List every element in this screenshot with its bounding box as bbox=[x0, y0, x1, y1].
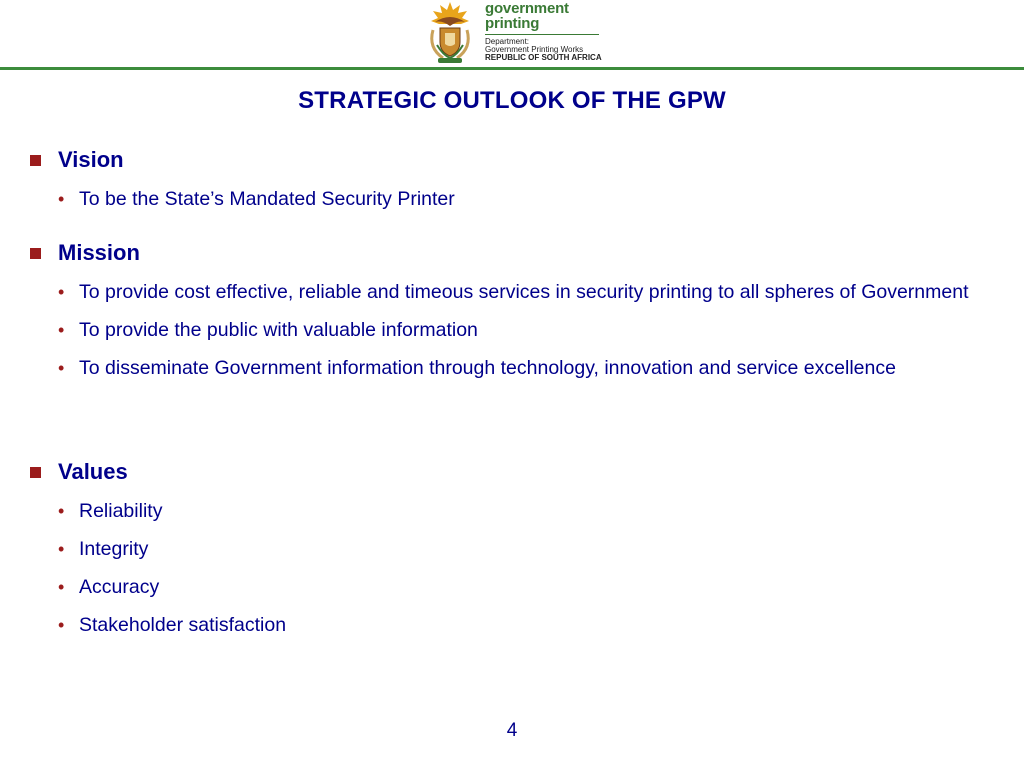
header-divider bbox=[0, 67, 1024, 70]
bullet-list bbox=[30, 499, 996, 637]
slide-header bbox=[0, 0, 1024, 70]
section-label: Values bbox=[58, 459, 128, 484]
logo-department-name: Government Printing Works bbox=[485, 45, 584, 54]
section-values bbox=[30, 458, 996, 637]
list-item-text: Accuracy bbox=[79, 576, 160, 598]
list-item bbox=[30, 613, 996, 637]
list-item-text: To provide the public with valuable information bbox=[79, 319, 478, 341]
page-number: 4 bbox=[506, 720, 518, 741]
section-heading bbox=[30, 239, 996, 267]
section-mission bbox=[30, 239, 996, 380]
logo-department-label: Department: bbox=[485, 37, 530, 46]
bullet-dot-icon: • bbox=[58, 189, 65, 209]
logo-text-government: government bbox=[485, 0, 569, 17]
bullet-dot-icon: • bbox=[58, 577, 65, 597]
section-vision bbox=[30, 146, 996, 211]
bullet-dot-icon: • bbox=[58, 615, 65, 635]
list-item-text: Stakeholder satisfaction bbox=[79, 614, 287, 636]
list-item bbox=[30, 499, 996, 523]
list-item-text: Reliability bbox=[79, 500, 163, 522]
gpw-logo bbox=[425, 0, 605, 66]
coat-of-arms-icon bbox=[425, 0, 475, 64]
logo-divider bbox=[485, 34, 599, 35]
list-item bbox=[30, 318, 996, 342]
list-item-text: Integrity bbox=[79, 538, 149, 560]
list-item-text: To disseminate Government information through technology, innovation and service excellence bbox=[79, 357, 896, 379]
bullet-dot-icon: • bbox=[58, 320, 65, 340]
bullet-list bbox=[30, 280, 996, 380]
list-item bbox=[30, 280, 996, 304]
list-item bbox=[30, 187, 996, 211]
section-heading bbox=[30, 146, 996, 174]
bullet-list bbox=[30, 187, 996, 211]
bullet-dot-icon: • bbox=[58, 358, 65, 378]
bullet-dot-icon: • bbox=[58, 539, 65, 559]
list-item bbox=[30, 537, 996, 561]
square-bullet-icon bbox=[30, 467, 41, 478]
logo-country: REPUBLIC OF SOUTH AFRICA bbox=[485, 53, 602, 62]
list-item bbox=[30, 575, 996, 599]
bullet-dot-icon: • bbox=[58, 282, 65, 302]
square-bullet-icon bbox=[30, 155, 41, 166]
slide-title: STRATEGIC OUTLOOK OF THE GPW bbox=[298, 87, 726, 114]
list-item-text: To provide cost effective, reliable and timeous services in security printing to all spheres of Government bbox=[79, 281, 969, 303]
logo-text-printing: printing bbox=[485, 15, 540, 32]
section-label: Mission bbox=[58, 240, 140, 265]
bullet-dot-icon: • bbox=[58, 501, 65, 521]
list-item bbox=[30, 356, 996, 380]
square-bullet-icon bbox=[30, 248, 41, 259]
list-item-text: To be the State’s Mandated Security Printer bbox=[79, 188, 455, 210]
section-heading bbox=[30, 458, 996, 486]
section-label: Vision bbox=[58, 147, 124, 172]
